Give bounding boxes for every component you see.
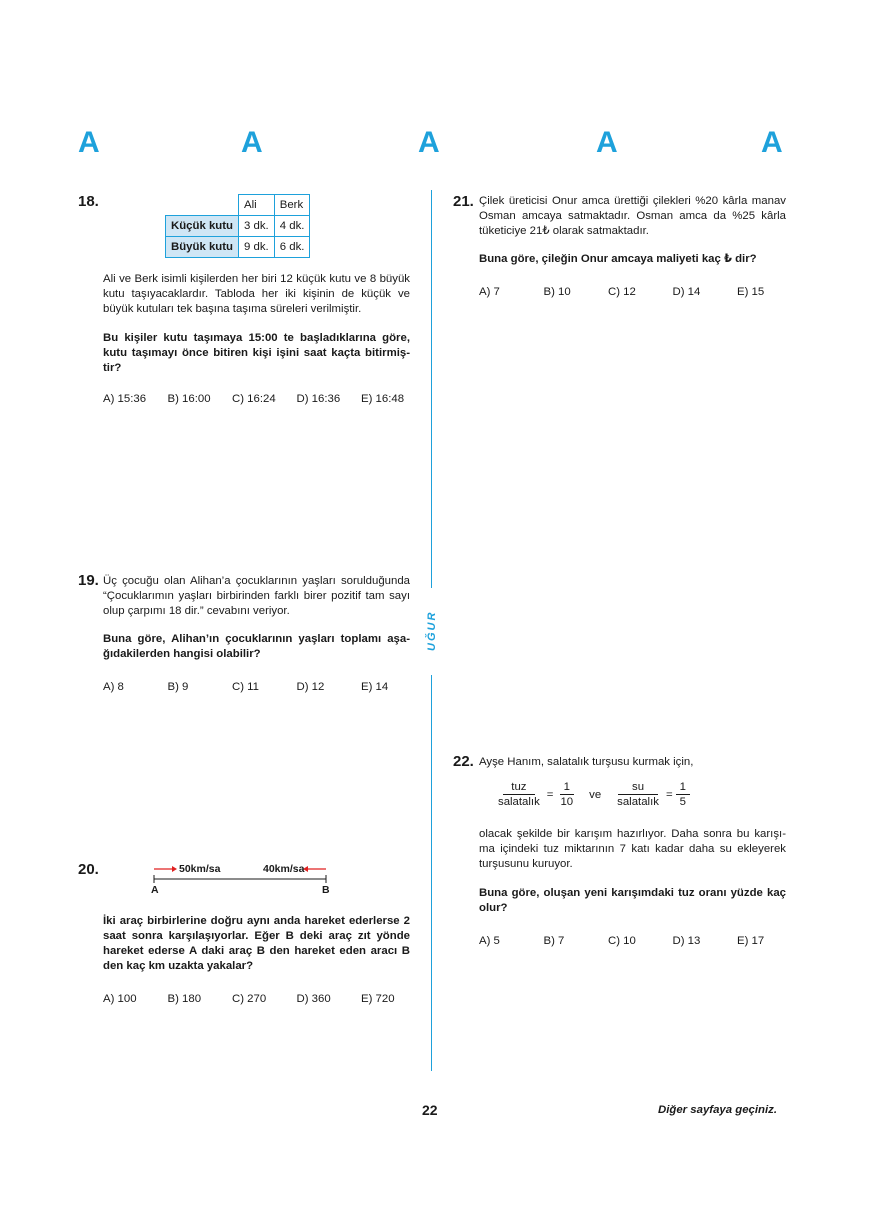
booklet-letter-1: A <box>78 126 100 159</box>
option-b[interactable]: B) 7 <box>543 935 565 947</box>
table-corner <box>166 195 239 216</box>
booklet-letter-2: A <box>241 126 263 159</box>
option-b[interactable]: B) 16:00 <box>167 393 211 405</box>
question-22-options <box>479 935 802 947</box>
ratio-1-value-numerator: 1 <box>560 781 574 795</box>
option-b[interactable]: B) 180 <box>167 993 202 1005</box>
option-d[interactable]: D) 13 <box>672 935 701 947</box>
question-21-options <box>479 286 802 298</box>
ratio-2-value-numerator: 1 <box>676 781 690 795</box>
option-c[interactable]: C) 12 <box>608 286 636 298</box>
ratio-2-numerator: su <box>618 781 658 795</box>
ratio-1-fraction <box>494 781 544 808</box>
question-18-text: Ali ve Berk isimli kişilerden her biri 12 küçük kutu ve 8 büyük kutu taşıyacaklardır. Tabloda her iki kişinin de küçük ve büyük kutuları tek başına taşıma süreleri verilmiştir. <box>103 273 410 315</box>
option-a[interactable]: A) 8 <box>103 681 124 693</box>
table-row-label-small: Küçük kutu <box>166 216 239 237</box>
question-18-options <box>103 393 426 405</box>
booklet-letter-4: A <box>596 126 618 159</box>
ratio-1-value <box>556 781 577 808</box>
option-b[interactable]: B) 10 <box>543 286 571 298</box>
ratio-2-equals: = <box>665 788 673 801</box>
booklet-letter-5: A <box>761 126 783 159</box>
option-e[interactable]: E) 14 <box>361 681 389 693</box>
option-c[interactable]: C) 11 <box>232 681 260 693</box>
question-21-prompt: Buna göre, çileğin Onur amcaya maliyeti kaç ₺ dir? <box>479 253 757 265</box>
table-cell: 6 dk. <box>274 237 310 258</box>
column-divider-top <box>431 190 432 588</box>
option-e[interactable]: E) 15 <box>737 286 765 298</box>
column-divider-bottom <box>431 675 432 1071</box>
option-c[interactable]: C) 16:24 <box>232 393 276 405</box>
brand-label: UĞUR <box>426 610 438 651</box>
option-e[interactable]: E) 17 <box>737 935 765 947</box>
speed-b-label: 40km/sa <box>263 863 305 875</box>
option-a[interactable]: A) 7 <box>479 286 500 298</box>
question-20-options <box>103 993 426 1005</box>
ratio-1-value-denominator: 10 <box>560 796 574 808</box>
page-number: 22 <box>422 1102 438 1118</box>
question-number-21: 21. <box>453 193 474 210</box>
motion-diagram <box>146 860 341 900</box>
option-b[interactable]: B) 9 <box>167 681 189 693</box>
table-cell: 3 dk. <box>239 216 275 237</box>
option-a[interactable]: A) 100 <box>103 993 137 1005</box>
motion-diagram-graphic <box>146 860 341 900</box>
ratio-1-denominator: salatalık <box>498 796 540 808</box>
point-b-label: B <box>322 884 330 896</box>
ratio-2-fraction <box>613 781 663 808</box>
question-18-prompt: Bu kişiler kutu taşımaya 15:00 te başladıklarına göre, kutu taşımayı önce bitiren kişi işini saat kaçta bitirmiş- tir? <box>103 332 410 374</box>
arrow-right-head-icon <box>172 866 177 872</box>
table-cell: 9 dk. <box>239 237 275 258</box>
table-cell: 4 dk. <box>274 216 310 237</box>
table-header-ali: Ali <box>239 195 275 216</box>
table-row-label-large: Büyük kutu <box>166 237 239 258</box>
question-19-text: Üç çocuğu olan Alihan’a çocuklarının yaşları sorulduğunda “Çocuklarımın yaşları birbirinden farklı birer pozitif tam sayı olup çarpımı 18 dir.” cevabını veriyor. <box>103 575 410 617</box>
question-number-18: 18. <box>78 193 99 210</box>
option-d[interactable]: D) 360 <box>296 993 331 1005</box>
ratio-2-value <box>676 781 690 808</box>
ratio-2-denominator: salatalık <box>617 796 659 808</box>
option-a[interactable]: A) 5 <box>479 935 500 947</box>
question-20-prompt: İki araç birbirlerine doğru aynı anda hareket ederlerse 2 saat sonra karşılaşıyorlar. Eğer B deki araç zıt yönde hareket ederse A daki araç B den hareket eden aracı B den kaç km uzakta yakalar? <box>103 915 410 972</box>
table-header-berk: Berk <box>274 195 310 216</box>
question-number-19: 19. <box>78 572 99 589</box>
next-page-note: Diğer sayfaya geçiniz. <box>658 1104 778 1116</box>
option-c[interactable]: C) 10 <box>608 935 636 947</box>
question-number-22: 22. <box>453 753 474 770</box>
ratio-1-equals: = <box>546 788 554 801</box>
option-e[interactable]: E) 720 <box>361 993 395 1005</box>
question-21-text: Çilek üreticisi Onur amca ürettiği çilekleri %20 kârla manav Osman amcaya satmaktadır. Osman amca da %25 kârla tüketiciye 21₺ olarak satmaktadır. <box>479 195 786 237</box>
ratio-expression <box>494 781 690 808</box>
question-22-intro: Ayşe Hanım, salatalık turşusu kurmak için, <box>479 756 694 768</box>
option-c[interactable]: C) 270 <box>232 993 267 1005</box>
question-number-20: 20. <box>78 861 99 878</box>
option-d[interactable]: D) 14 <box>672 286 701 298</box>
ratio-connector: ve <box>589 788 602 801</box>
question-22-prompt: Buna göre, oluşan yeni karışımdaki tuz oranı yüzde kaç olur? <box>479 887 786 914</box>
point-a-label: A <box>151 884 159 896</box>
time-table <box>165 194 310 258</box>
question-19-prompt: Buna göre, Alihan’ın çocuklarının yaşları toplamı aşa- ğıdakilerden hangisi olabilir? <box>103 633 410 660</box>
question-22-text: olacak şekilde bir karışım hazırlıyor. Daha sonra bu karışı- ma içindeki tuz miktarının 7 katı kadar daha su ekleyerek turşusunu kuruyor. <box>479 828 786 870</box>
ratio-2-value-denominator: 5 <box>679 796 686 808</box>
ratio-1-numerator: tuz <box>503 781 534 795</box>
option-e[interactable]: E) 16:48 <box>361 393 405 405</box>
option-d[interactable]: D) 16:36 <box>296 393 341 405</box>
option-a[interactable]: A) 15:36 <box>103 393 147 405</box>
question-19-options <box>103 681 426 693</box>
booklet-letter-3: A <box>418 126 440 159</box>
speed-a-label: 50km/sa <box>179 863 221 875</box>
option-d[interactable]: D) 12 <box>296 681 325 693</box>
